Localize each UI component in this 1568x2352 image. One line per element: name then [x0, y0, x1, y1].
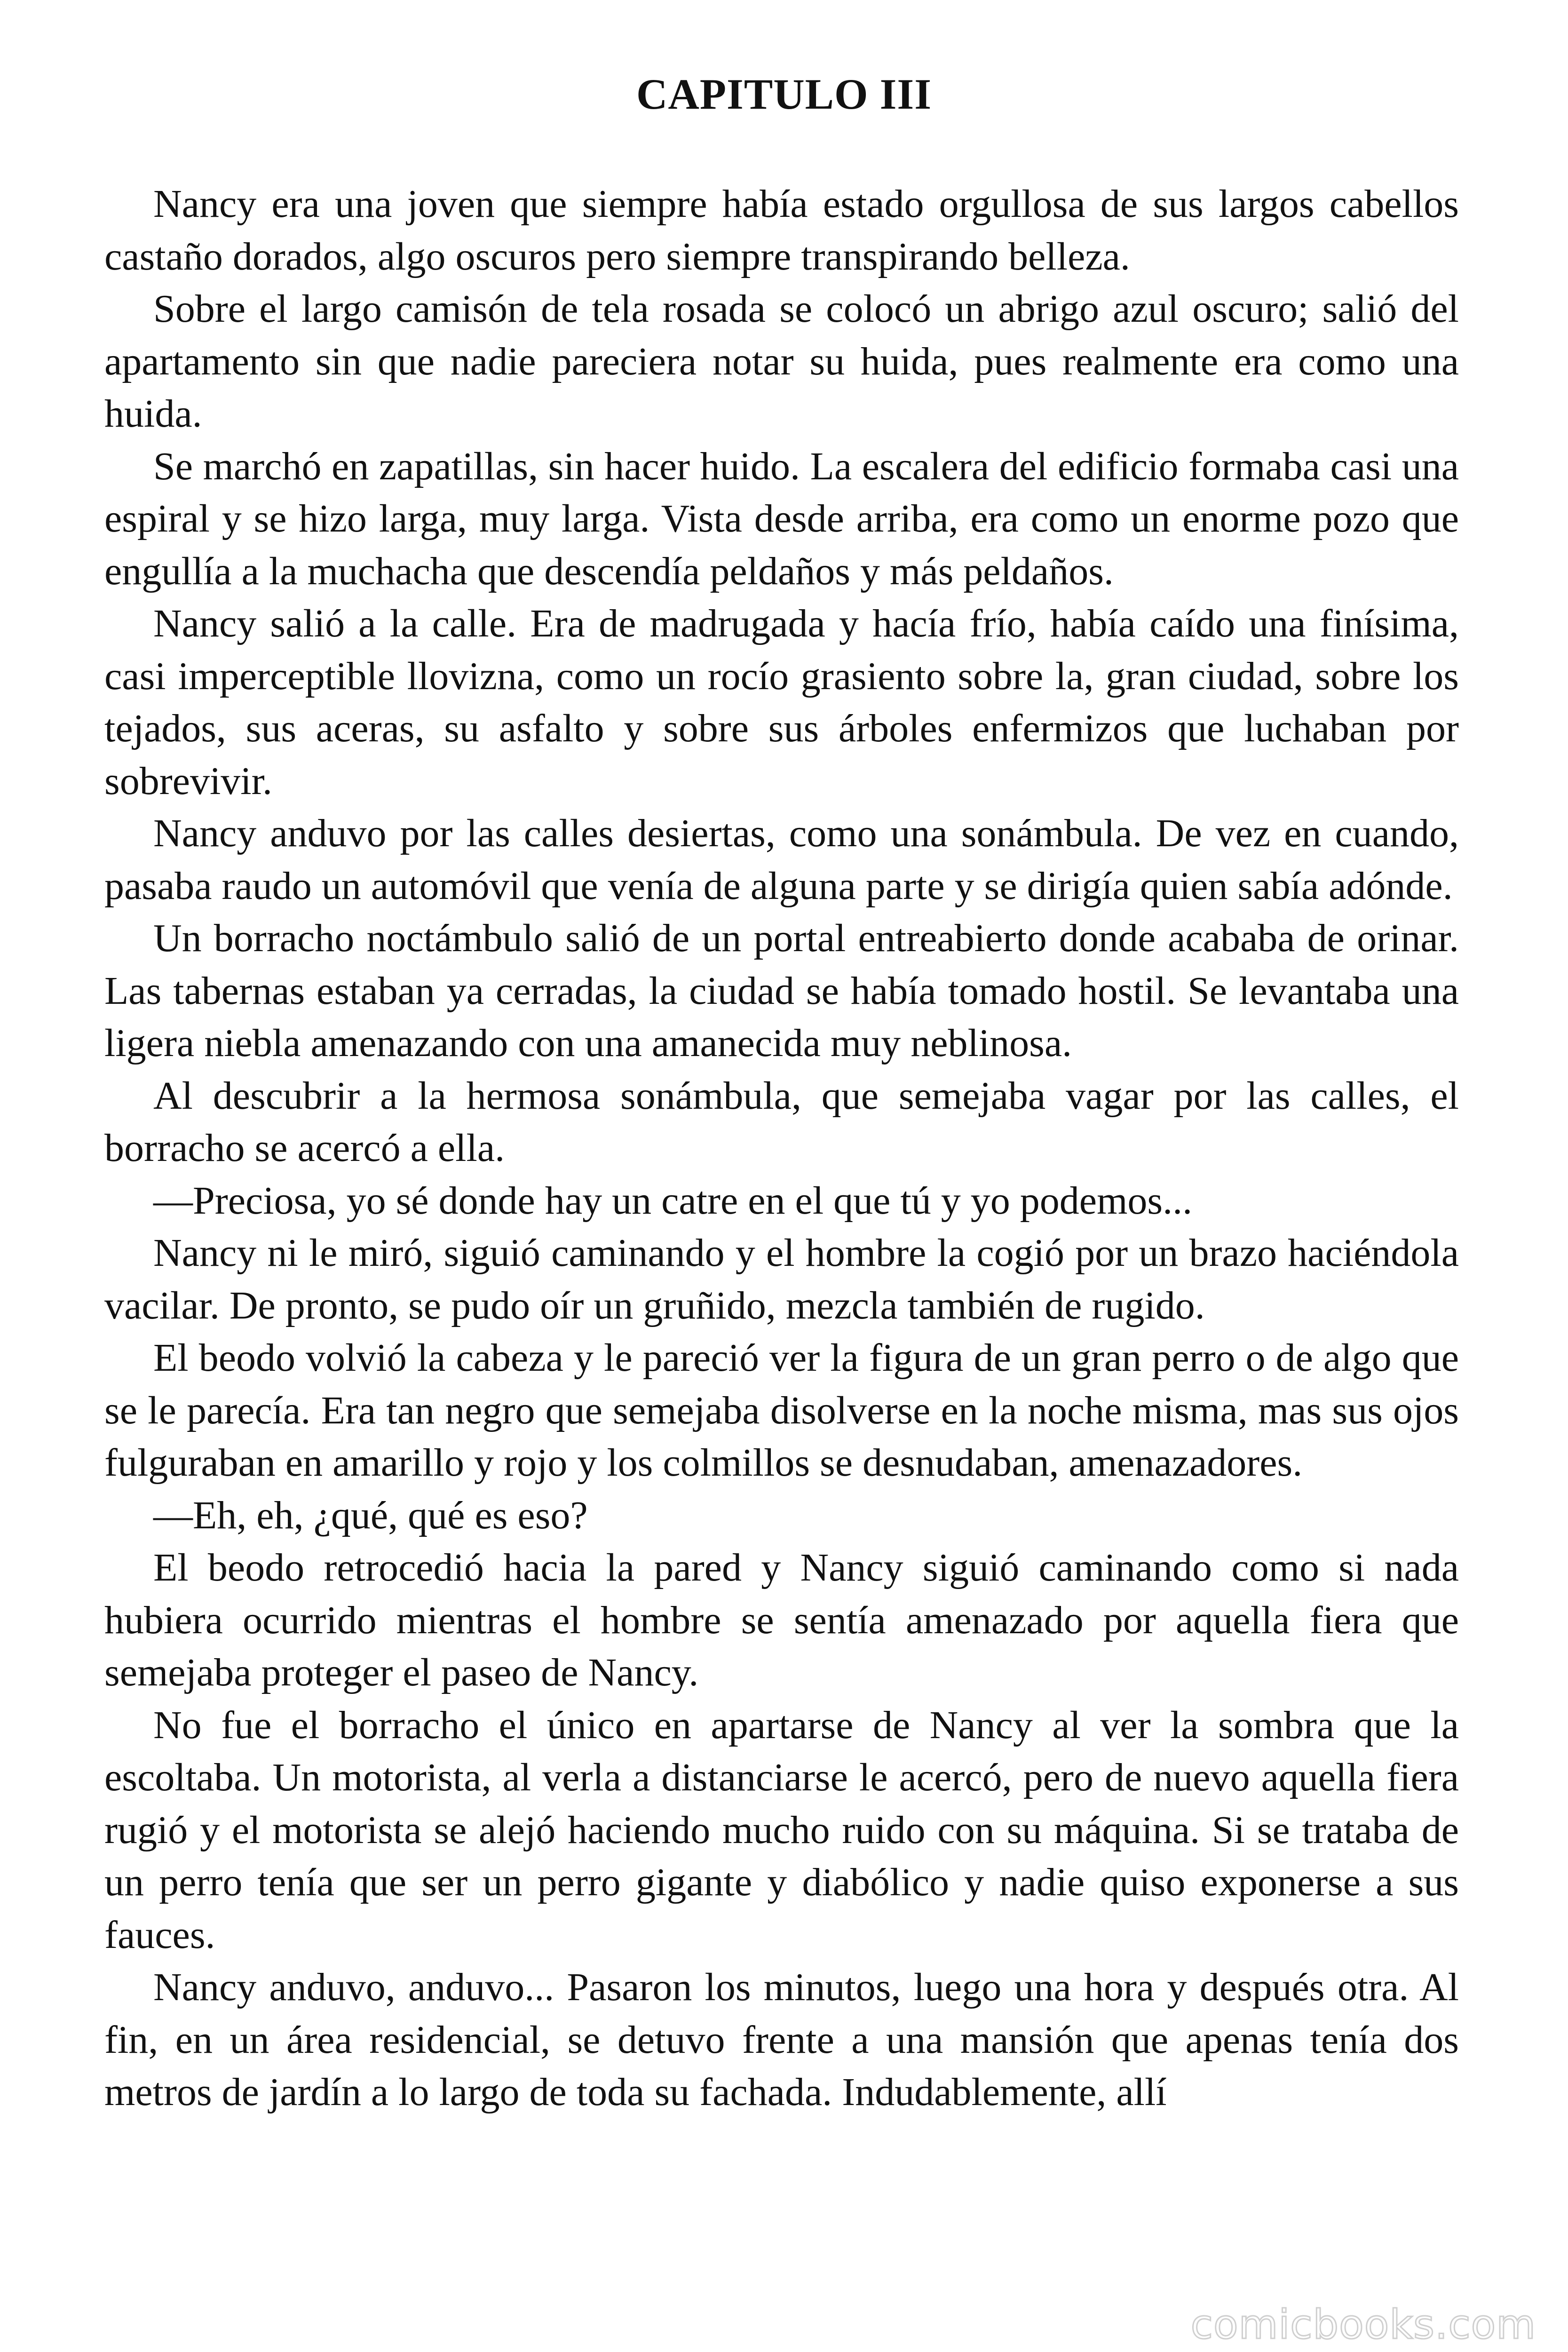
paragraph: Nancy ni le miró, siguió caminando y el hombre la cogió por un brazo haciéndola vacilar. De pronto, se pudo oír un gruñido, mezcla también de rugido.: [104, 1231, 1459, 1327]
dialogue-line: —Eh, eh, ¿qué, qué es eso?: [153, 1493, 588, 1537]
paragraph: Nancy era una joven que siempre había estado orgullosa de sus largos cabellos castaño dorados, algo oscuros pero siempre transpirando belleza.: [104, 182, 1459, 278]
paragraph: Nancy anduvo, anduvo... Pasaron los minutos, luego una hora y después otra. Al fin, en un área residencial, se detuvo frente a una mansión que apenas tenía dos metros de jardín a lo largo de toda su fachada. Indudablemente, allí: [104, 1965, 1459, 2114]
paragraph: El beodo volvió la cabeza y le pareció ver la figura de un gran perro o de algo que se le parecía. Era tan negro que semejaba disolverse en la noche misma, mas sus ojos fulguraban en amarillo y rojo y los colmillos se desnudaban, amenazadores.: [104, 1336, 1459, 1485]
watermark: comicbooks.com: [1186, 2301, 1541, 2348]
paragraph: El beodo retrocedió hacia la pared y Nancy siguió caminando como si nada hubiera ocurrido mientras el hombre se sentía amenazado por aquella fiera que semejaba proteger el paseo de Nancy.: [104, 1546, 1459, 1694]
paragraph: Nancy anduvo por las calles desiertas, como una sonámbula. De vez en cuando, pasaba raudo un automóvil que venía de alguna parte y se dirigía quien sabía adónde.: [104, 811, 1459, 908]
paragraph: Al descubrir a la hermosa sonámbula, que semejaba vagar por las calles, el borracho se acercó a ella.: [104, 1073, 1459, 1170]
paragraph: Un borracho noctámbulo salió de un portal entreabierto donde acababa de orinar. Las tabernas estaban ya cerradas, la ciudad se había tomado hostil. Se levantaba una ligera niebla amenazando con una amanecida muy neblinosa.: [104, 916, 1459, 1065]
paragraph: Sobre el largo camisón de tela rosada se colocó un abrigo azul oscuro; salió del apartamento sin que nadie pareciera notar su huida, pues realmente era como una huida.: [104, 287, 1459, 436]
paragraph: No fue el borracho el único en apartarse de Nancy al ver la sombra que la escoltaba. Un motorista, al verla a distanciarse le acercó, pero de nuevo aquella fiera rugió y el motorista se alejó haciendo mucho ruido con su máquina. Si se trataba de un perro tenía que ser un perro gigante y diabólico y nadie quiso exponerse a sus fauces.: [104, 1703, 1459, 1957]
paragraph: Nancy salió a la calle. Era de madrugada y hacía frío, había caído una finísima, casi imperceptible llovizna, como un rocío grasiento sobre la, gran ciudad, sobre los tejados, sus aceras, su asfalto y sobre sus árboles enfermizos que luchaban por sobrevivir.: [104, 602, 1459, 803]
chapter-title: CAPITULO III: [636, 70, 932, 118]
paragraph: Se marchó en zapatillas, sin hacer huido. La escalera del edificio formaba casi una espiral y se hizo larga, muy larga. Vista desde arriba, era como un enorme pozo que engullía a la muchacha que descendía peldaños y más peldaños.: [104, 444, 1459, 593]
dialogue-line: —Preciosa, yo sé donde hay un catre en el que tú y yo podemos...: [153, 1178, 1193, 1223]
chapter-body: [104, 178, 1459, 2342]
